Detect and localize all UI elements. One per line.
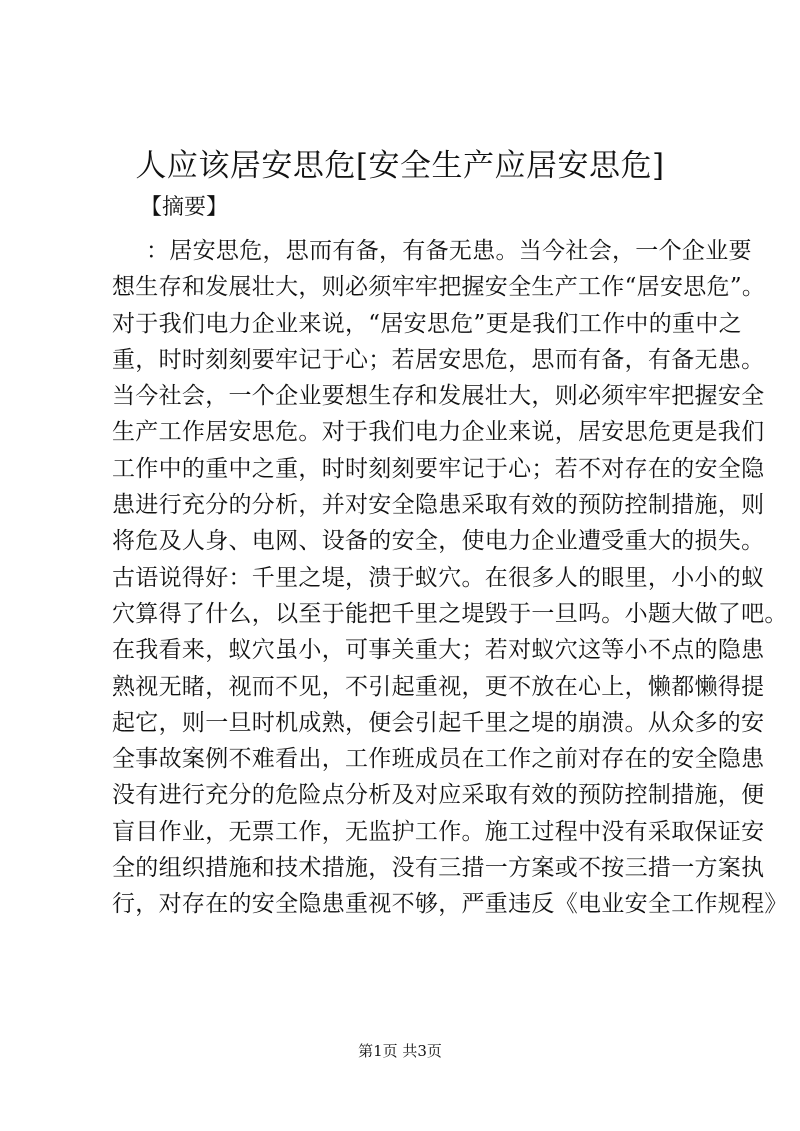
body-text-line: 患进行充分的分析，并对安全隐患采取有效的预防控制措施，则	[112, 492, 765, 519]
page-footer: 第1页 共3页	[358, 1042, 442, 1060]
body-text-line: 行，对存在的安全隐患重视不够，严重违反《电业安全工作规程》	[112, 891, 788, 918]
body-text-line: 想生存和发展壮大，则必须牢牢把握安全生产工作“居安思危”。	[112, 274, 766, 301]
body-text-line: 生产工作居安思危。对于我们电力企业来说，居安思危更是我们	[112, 419, 765, 446]
body-text-line: 古语说得好：千里之堤，溃于蚁穴。在很多人的眼里，小小的蚁	[112, 564, 765, 591]
body-text-line: 在我看来，蚁穴虽小，可事关重大；若对蚁穴这等小不点的隐患	[112, 637, 765, 664]
body-text-line: 全事故案例不难看出，工作班成员在工作之前对存在的安全隐患	[112, 746, 765, 773]
body-text-line: 盲目作业，无票工作，无监护工作。施工过程中没有采取保证安	[112, 818, 765, 845]
body-text-line: 熟视无睹，视而不见，不引起重视，更不放在心上，懒都懒得提	[112, 673, 765, 700]
document-body	[112, 233, 788, 923]
body-text-line: 工作中的重中之重，时时刻刻要牢记于心；若不对存在的安全隐	[112, 455, 765, 482]
body-text-line: 穴算得了什么，以至于能把千里之堤毁于一旦吗。小题大做了吧。	[112, 600, 788, 627]
body-text-line: 对于我们电力企业来说，“居安思危”更是我们工作中的重中之	[112, 310, 742, 337]
body-text-line: 全的组织措施和技术措施，没有三措一方案或不按三措一方案执	[112, 855, 765, 882]
abstract-label: 【摘要】	[140, 195, 229, 220]
body-text-line: 将危及人身、电网、设备的安全，使电力企业遭受重大的损失。	[112, 528, 765, 555]
body-text-line: 起它，则一旦时机成熟，便会引起千里之堤的崩溃。从众多的安	[112, 709, 765, 736]
body-text-line: 没有进行充分的危险点分析及对应采取有效的预防控制措施，便	[112, 782, 765, 809]
body-text-line: 当今社会，一个企业要想生存和发展壮大，则必须牢牢把握安全	[112, 383, 765, 410]
body-text-line: ：居安思危，思而有备，有备无患。当今社会，一个企业要	[146, 238, 752, 264]
body-text-line: 重，时时刻刻要牢记于心；若居安思危，思而有备，有备无患。	[112, 346, 765, 373]
document-title: 人应该居安思危[安全生产应居安思危]	[135, 148, 665, 184]
